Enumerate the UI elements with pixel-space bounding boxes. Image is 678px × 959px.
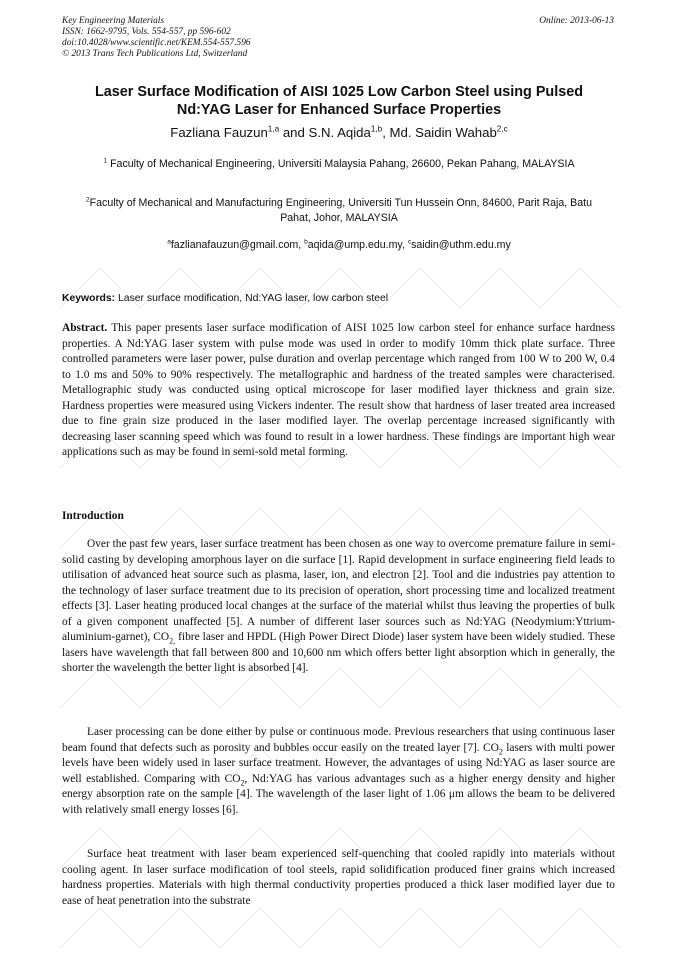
author-emails	[60, 238, 618, 252]
title-line-2: Nd:YAG Laser for Enhanced Surface Properties	[176, 102, 502, 118]
intro-paragraph-1	[62, 537, 615, 677]
email-b-marker: b	[304, 238, 308, 246]
online-date: Online: 2013-06-13	[539, 16, 614, 26]
intro-p2-part-c: , Nd:YAG has various advantages such as a higher energy density and higher energy absorption rate on the sample [4]. The wavelength of the laser light of 1.06 μm allows the beam to be delivered with relatively small energy losses [6].	[62, 772, 615, 816]
intro-p2-part-a: Laser processing can be done either by pulse or continuous mode. Previous researchers that using continuous laser beam found that defects such as porosity and bubbles occur easily on the treated layer [7]. CO	[62, 726, 615, 754]
email-a-marker: a	[167, 238, 171, 246]
abstract	[62, 321, 615, 461]
abstract-label: Abstract.	[62, 322, 108, 334]
keywords	[62, 292, 617, 306]
affiliation-2	[70, 196, 608, 226]
intro-paragraph-2	[62, 725, 615, 818]
issn-line: ISSN: 1662-9795, Vols. 554-557, pp 596-602	[62, 27, 231, 37]
author-3: , Md. Saidin Wahab	[382, 125, 497, 140]
affiliation-2-num: 2	[86, 196, 90, 204]
intro-p2-part-b: lasers with multi power levels have been widely used in laser surface treatment. However, the advantages of using Nd:YAG as laser source are well established. Comparing with CO	[62, 741, 615, 785]
email-c-marker: c	[407, 238, 412, 246]
intro-p1-part-b: fibre laser and HPDL (High Power Direct Diode) laser system have been widely studied. These lasers have wavelength that fall between 800 and 10,600 nm which offers better light absorption which in generally, the shorter the wavelength the better light is absorbed [4].	[62, 631, 615, 675]
author-3-affil: 2,c	[496, 124, 508, 134]
doi-line: doi:10.4028/www.scientific.net/KEM.554-557.596	[62, 38, 251, 48]
copyright-line: © 2013 Trans Tech Publications Ltd, Switzerland	[62, 49, 248, 59]
intro-p1-sub: 2,	[169, 636, 176, 646]
author-list	[60, 125, 618, 141]
journal-header	[62, 16, 614, 60]
journal-name: Key Engineering Materials	[62, 16, 165, 26]
affiliation-1	[70, 157, 608, 172]
email-c: saidin@uthm.edu.my	[411, 239, 511, 251]
intro-p1-part-a: Over the past few years, laser surface treatment has been chosen as one way to overcome premature failure in semi-solid casting by developing amorphous layer on die surface [1]. Rapid development in surface engineering field leads to utilisation of advanced heat source such as plasma, laser, ion, and electron [2]. Tool and die industries pay attention to the technology of laser surface treatment due to its precision of operation, short processing time and localized treatment effects [3]. Laser heating produced local changes at the surface of the material whilst thus leaving the properties of bulk of a given component unaffected [5]. A number of different laser sources such as Nd:YAG (Neodymium:Yttrium-aluminium-garnet), CO	[62, 538, 615, 644]
intro-p2-sub-2: 2	[240, 777, 245, 787]
affiliation-1-text: Faculty of Mechanical Engineering, Universiti Malaysia Pahang, 26600, Pekan Pahang, MALAYSIA	[107, 158, 575, 170]
intro-p2-sub-1: 2	[498, 746, 503, 756]
email-b: aqida@ump.edu.my,	[307, 239, 408, 251]
title-line-1: Laser Surface Modification of AISI 1025 Low Carbon Steel using Pulsed	[94, 84, 584, 100]
intro-paragraph-3: Surface heat treatment with laser beam experienced self-quenching that cooled rapidly into materials without cooling agent. In laser surface modification of tool steels, rapid solidification produced finer grains which increased hardness properties. Materials with high thermal conductivity properties produced a thick laser modified layer due to ease of heat penetration into the substrate	[62, 848, 615, 907]
header-left	[62, 16, 614, 60]
section-heading-introduction: Introduction	[62, 510, 124, 522]
keywords-label: Keywords:	[62, 293, 116, 304]
abstract-text: This paper presents laser surface modification of AISI 1025 low carbon steel for enhance surface hardness properties. A Nd:YAG laser system with pulse mode was used in order to modify 10mm thick plate surface. Three controlled parameters were laser power, pulse duration and overlap percentage which ranged from 100 W to 200 W, 0.4 to 1.0 ms and 50% to 90% respectively. The metallographic and hardness of the treated samples were characterised. Metallographic study was conducted using optical microscope for laser modified layer thickness and grain size. Hardness properties were measured using Vickers indenter. The result show that hardness of laser treated area increased due to fine grain size produced in the laser modified layer. The overlap percentage increased significantly with decreasing laser scanning speed which was found to result in a lower hardness. These findings are important high wear applications such as may be found in semi-sold metal forming.	[62, 322, 615, 459]
author-1: Fazliana Fauzun	[170, 125, 268, 140]
author-2: and S.N. Aqida	[279, 125, 371, 140]
author-2-affil: 1,b	[370, 124, 383, 134]
affiliation-2-text: Faculty of Mechanical and Manufacturing Engineering, Universiti Tun Hussein Onn, 84600, Parit Raja, Batu Pahat, Johor, MALAYSIA	[89, 197, 592, 224]
author-1-affil: 1,a	[267, 124, 280, 134]
keywords-text: Laser surface modification, Nd:YAG laser, low carbon steel	[115, 293, 389, 304]
affiliation-1-num: 1	[103, 157, 108, 165]
paper-title	[60, 83, 618, 119]
email-a: fazlianafauzun@gmail.com,	[170, 239, 305, 251]
